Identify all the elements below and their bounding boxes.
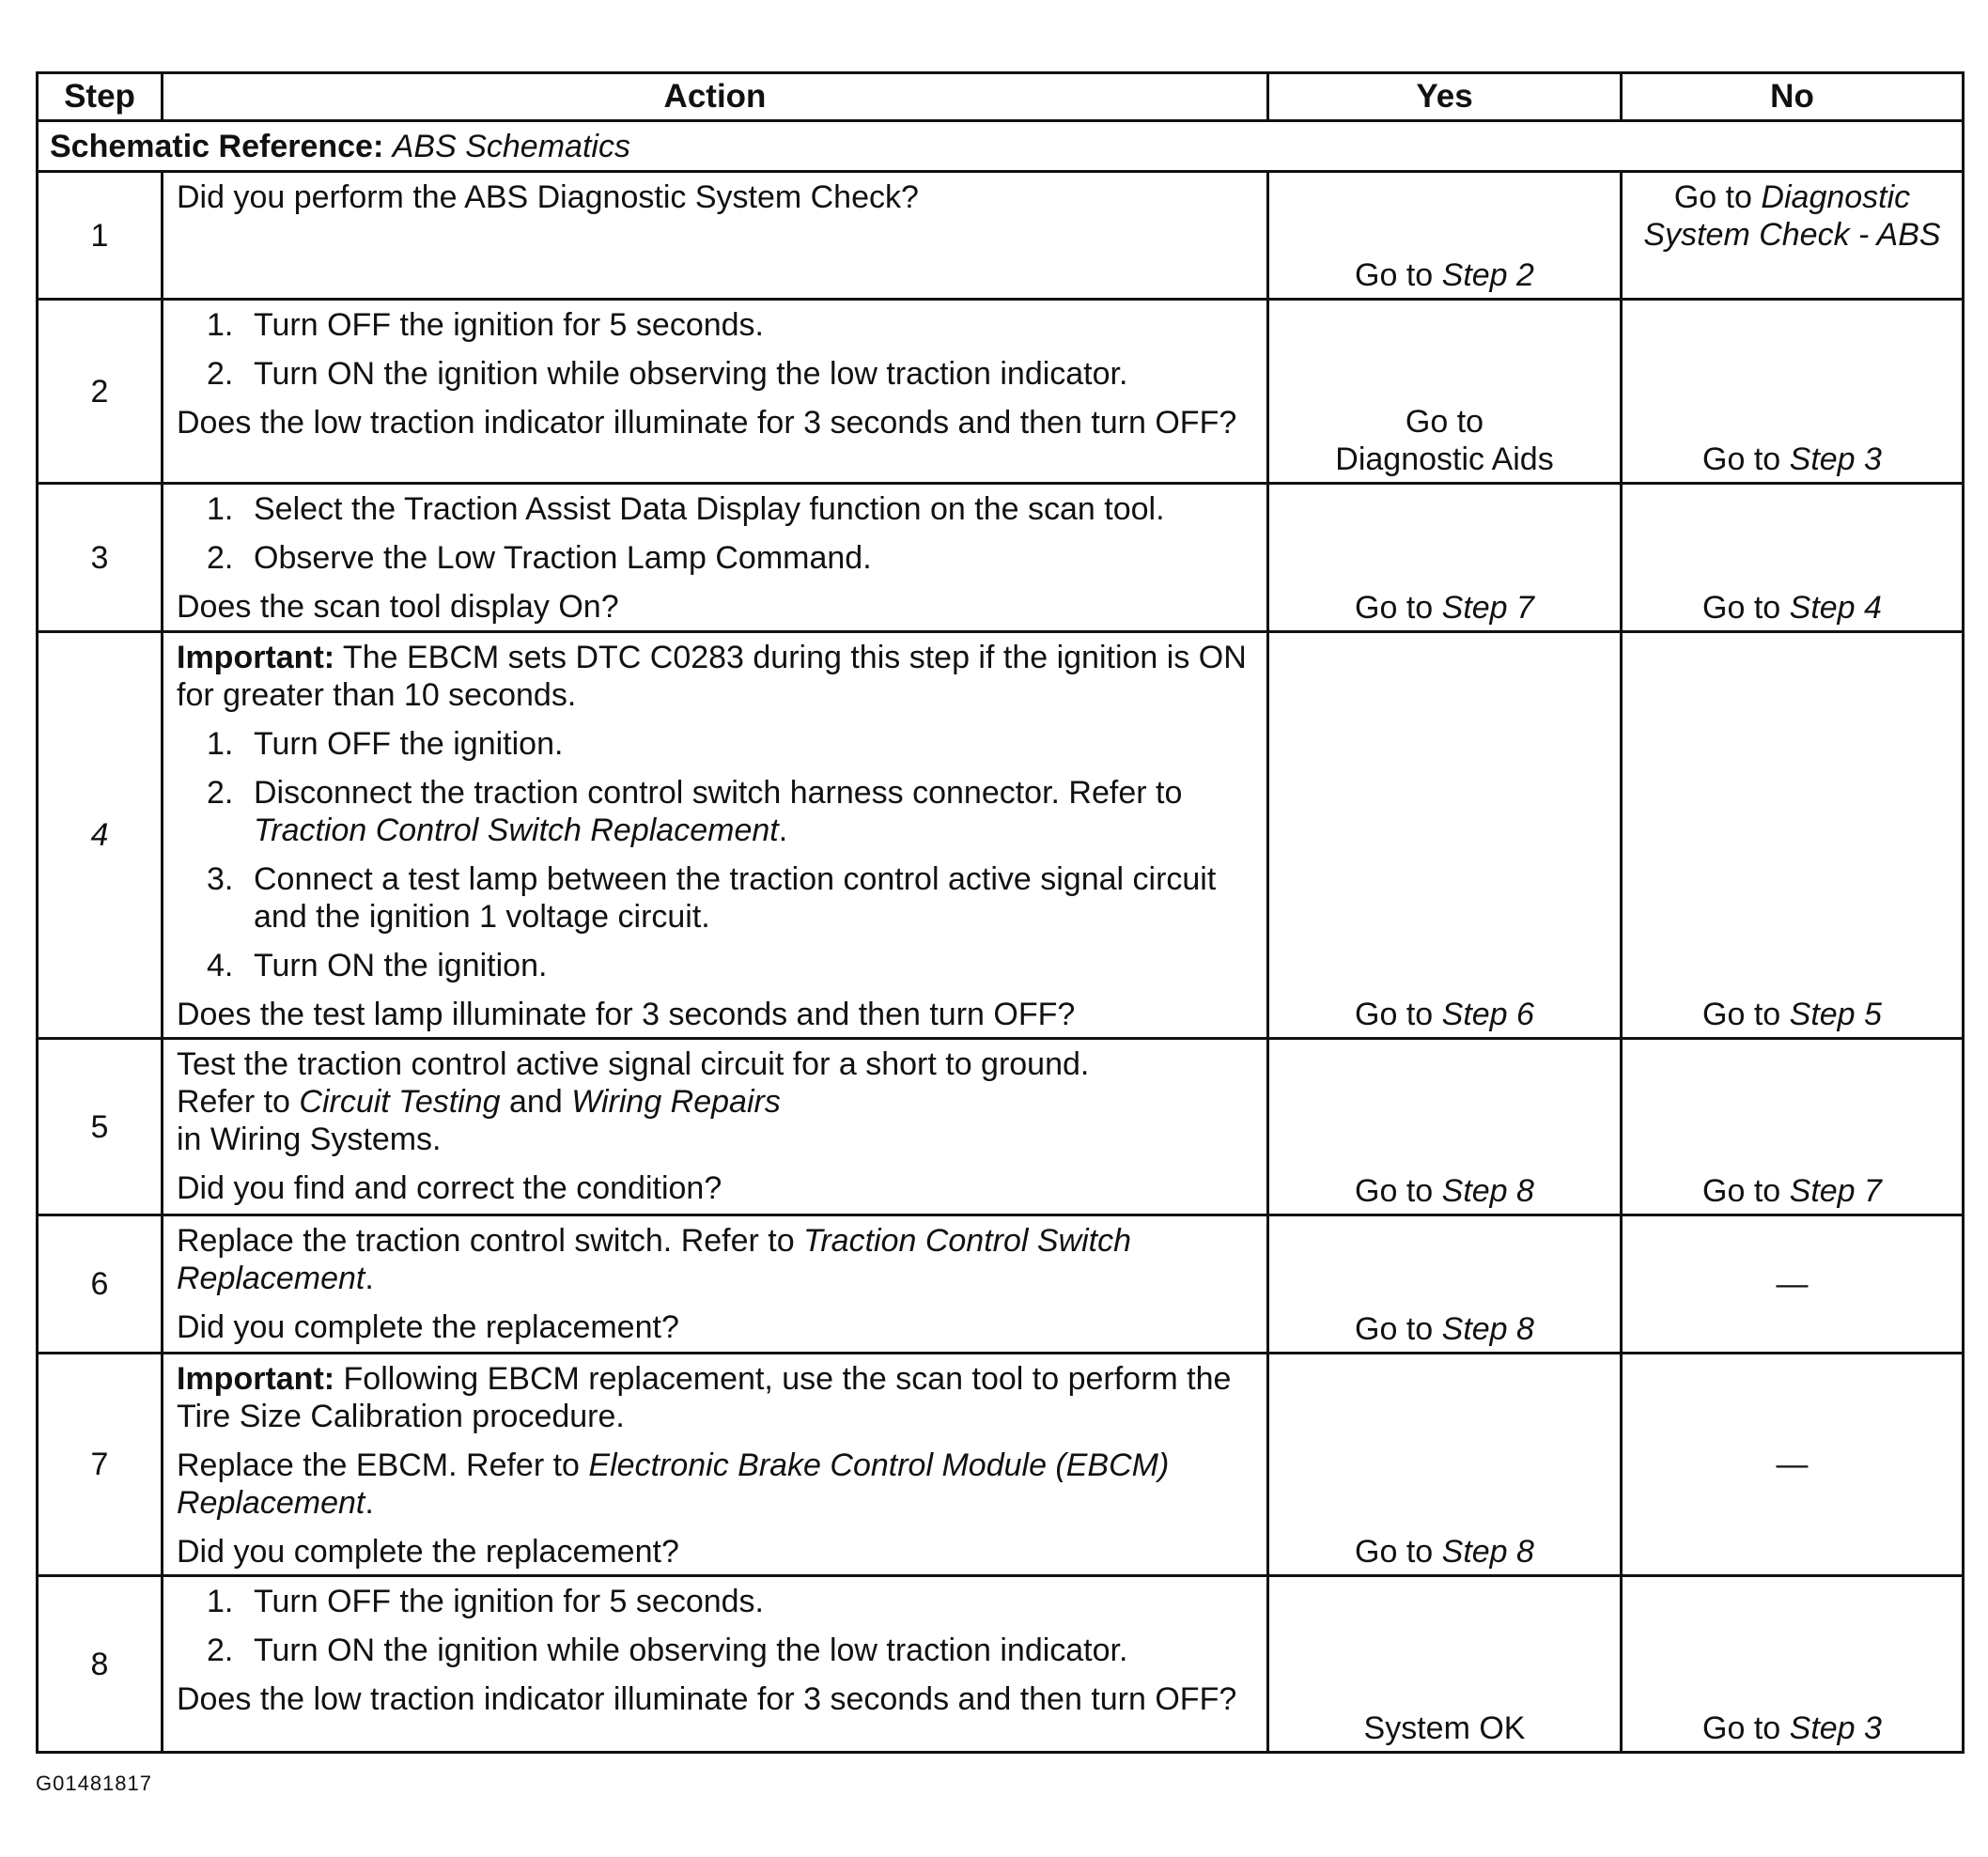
reference-link[interactable]: Traction Control Switch Replacement xyxy=(177,1223,1132,1296)
no-cell xyxy=(1622,300,1964,484)
no-cell xyxy=(1622,172,1964,300)
header-row xyxy=(38,73,1964,121)
header-no: No xyxy=(1622,73,1964,121)
no-link[interactable]: Step 7 xyxy=(1789,1173,1882,1209)
action-cell xyxy=(163,1039,1268,1215)
action-cell xyxy=(163,300,1268,484)
instruction-text: Replace the traction control switch. Refer to Traction Control Switch Replacement. xyxy=(177,1223,1132,1296)
yes-prefix: Go to xyxy=(1355,257,1442,293)
yes-link[interactable]: Step 8 xyxy=(1441,1311,1534,1347)
yes-prefix: Go to xyxy=(1355,997,1442,1032)
no-link[interactable]: Step 5 xyxy=(1789,997,1882,1032)
list-item: 2. Turn ON the ignition while observing the low traction indicator. xyxy=(207,356,1128,392)
yes-link[interactable]: Step 6 xyxy=(1441,997,1534,1032)
question: Does the low traction indicator illuminate for 3 seconds and then turn OFF? xyxy=(177,405,1237,441)
yes-cell xyxy=(1268,1215,1622,1354)
no-link[interactable]: Step 3 xyxy=(1789,1710,1882,1746)
no-prefix: Go to xyxy=(1702,441,1790,477)
yes-prefix: Go to xyxy=(1355,590,1442,626)
no-cell: — xyxy=(1622,1215,1964,1354)
instruction-list xyxy=(177,306,1253,393)
schematic-reference-label: Schematic Reference: xyxy=(50,128,384,164)
step-row-4 xyxy=(38,632,1964,1039)
yes-link[interactable]: Step 7 xyxy=(1441,590,1534,626)
important-label: Important: xyxy=(177,1361,335,1397)
step-number: 4 xyxy=(38,632,163,1039)
action-cell xyxy=(163,1215,1268,1354)
reference-link[interactable]: Traction Control Switch Replacement xyxy=(254,812,779,848)
step-row-1 xyxy=(38,172,1964,300)
reference-link[interactable]: Wiring Repairs xyxy=(571,1084,781,1120)
list-item: 2. Observe the Low Traction Lamp Command. xyxy=(207,540,872,576)
important-note: Important: The EBCM sets DTC C0283 during this step if the ignition is ON for greater than 10 seconds. xyxy=(177,640,1247,713)
yes-cell xyxy=(1268,484,1622,632)
important-label: Important: xyxy=(177,640,335,675)
step-number: 5 xyxy=(38,1039,163,1215)
no-prefix: Go to xyxy=(1702,1710,1790,1746)
instruction-list xyxy=(177,1583,1253,1669)
yes-cell xyxy=(1268,1354,1622,1576)
question: Did you complete the replacement? xyxy=(177,1309,679,1345)
no-cell xyxy=(1622,484,1964,632)
schematic-reference-row xyxy=(38,121,1964,172)
yes-prefix: Go to xyxy=(1355,1311,1442,1347)
no-cell xyxy=(1622,632,1964,1039)
list-item: 1. Turn OFF the ignition for 5 seconds. xyxy=(207,307,764,343)
important-note: Important: Following EBCM replacement, use the scan tool to perform the Tire Size Calibration procedure. xyxy=(177,1361,1232,1434)
yes-link[interactable]: Step 2 xyxy=(1441,257,1534,293)
instruction-text: Test the traction control active signal circuit for a short to ground. Refer to Circuit Testing and Wiring Repairs in Wiring Systems. xyxy=(177,1046,1090,1157)
yes-link[interactable]: Step 8 xyxy=(1441,1534,1534,1570)
no-prefix: Go to xyxy=(1673,179,1762,215)
question: Does the test lamp illuminate for 3 seconds and then turn OFF? xyxy=(177,997,1076,1032)
step-number: 7 xyxy=(38,1354,163,1576)
yes-cell xyxy=(1268,632,1622,1039)
instruction-text: Replace the EBCM. Refer to Electronic Brake Control Module (EBCM) Replacement. xyxy=(177,1447,1170,1521)
action-cell xyxy=(163,484,1268,632)
reference-link[interactable]: Circuit Testing xyxy=(299,1084,501,1120)
step-number: 1 xyxy=(38,172,163,300)
reference-link[interactable]: Electronic Brake Control Module (EBCM) Replacement xyxy=(177,1447,1170,1521)
step-row-2 xyxy=(38,300,1964,484)
step-number: 2 xyxy=(38,300,163,484)
yes-cell xyxy=(1268,300,1622,484)
yes-link[interactable]: Step 8 xyxy=(1441,1173,1534,1209)
question: Did you perform the ABS Diagnostic System Check? xyxy=(177,179,919,215)
action-cell xyxy=(163,172,1268,300)
schematic-reference-link[interactable]: ABS Schematics xyxy=(392,128,630,164)
schematic-reference xyxy=(38,121,1964,172)
diagnostic-table xyxy=(36,71,1965,1754)
step-number: 3 xyxy=(38,484,163,632)
yes-cell: System OK xyxy=(1268,1576,1622,1753)
yes-prefix: Go to xyxy=(1355,1534,1442,1570)
header-step: Step xyxy=(38,73,163,121)
no-link[interactable]: Diagnostic System Check - ABS xyxy=(1643,179,1941,253)
no-prefix: Go to xyxy=(1702,1173,1790,1209)
yes-prefix: Go to xyxy=(1405,404,1484,440)
yes-cell xyxy=(1268,172,1622,300)
question: Did you find and correct the condition? xyxy=(177,1170,722,1206)
list-item: 1. Select the Traction Assist Data Display function on the scan tool. xyxy=(207,491,1165,527)
list-item: 4. Turn ON the ignition. xyxy=(207,948,548,983)
step-row-5 xyxy=(38,1039,1964,1215)
question: Did you complete the replacement? xyxy=(177,1534,679,1570)
yes-cell xyxy=(1268,1039,1622,1215)
list-item: 2. Turn ON the ignition while observing the low traction indicator. xyxy=(207,1633,1128,1668)
step-row-8 xyxy=(38,1576,1964,1753)
list-item: 1. Turn OFF the ignition for 5 seconds. xyxy=(207,1584,764,1619)
step-number: 6 xyxy=(38,1215,163,1354)
question: Does the low traction indicator illuminate for 3 seconds and then turn OFF? xyxy=(177,1681,1237,1717)
step-row-7 xyxy=(38,1354,1964,1576)
header-action: Action xyxy=(163,73,1268,121)
no-prefix: Go to xyxy=(1702,590,1790,626)
no-cell xyxy=(1622,1039,1964,1215)
no-link[interactable]: Step 3 xyxy=(1789,441,1882,477)
action-cell xyxy=(163,1354,1268,1576)
step-row-3 xyxy=(38,484,1964,632)
action-cell xyxy=(163,1576,1268,1753)
step-row-6 xyxy=(38,1215,1964,1354)
step-number: 8 xyxy=(38,1576,163,1753)
no-link[interactable]: Step 4 xyxy=(1789,590,1882,626)
no-cell: — xyxy=(1622,1354,1964,1576)
list-item: 3. Connect a test lamp between the traction control active signal circuit and the ignition 1 voltage circuit. xyxy=(207,861,1217,935)
no-cell xyxy=(1622,1576,1964,1753)
header-yes: Yes xyxy=(1268,73,1622,121)
yes-link[interactable]: Diagnostic Aids xyxy=(1335,441,1554,477)
list-item: 2. Disconnect the traction control switch harness connector. Refer to Traction Control Switch Replacement. xyxy=(207,775,1183,848)
instruction-list xyxy=(177,490,1253,577)
question: Does the scan tool display On? xyxy=(177,589,619,625)
instruction-list xyxy=(177,725,1253,984)
list-item: 1. Turn OFF the ignition. xyxy=(207,726,564,762)
no-prefix: Go to xyxy=(1702,997,1790,1032)
action-cell xyxy=(163,632,1268,1039)
yes-prefix: Go to xyxy=(1355,1173,1442,1209)
figure-id: G01481817 xyxy=(36,1772,152,1795)
